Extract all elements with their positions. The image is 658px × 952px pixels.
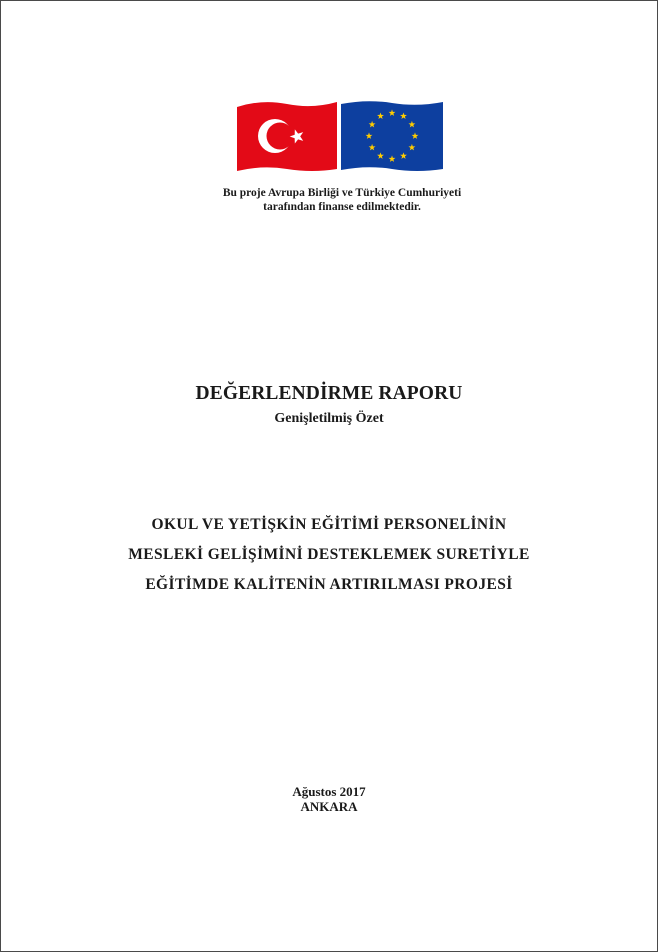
report-title: DEĞERLENDİRME RAPORU — [195, 383, 463, 404]
footer-city: ANKARA — [300, 799, 358, 814]
eu-flag-icon — [341, 101, 443, 171]
funding-note — [0, 186, 658, 214]
project-title — [0, 510, 658, 600]
project-title-line-2: MESLEKİ GELİŞİMİNİ DESTEKLEMEK SURETİYLE — [128, 546, 530, 563]
turkey-flag-icon — [237, 102, 337, 171]
report-subtitle: Genişletilmiş Özet — [274, 411, 384, 426]
project-title-line-1: OKUL VE YETİŞKİN EĞİTİMİ PERSONELİNİN — [151, 516, 507, 533]
funding-line-2: tarafından finanse edilmektedir. — [263, 201, 421, 213]
flags-logo — [237, 99, 443, 179]
footer-date: Ağustos 2017 — [292, 784, 366, 799]
funding-line-1: Bu proje Avrupa Birliği ve Türkiye Cumhuriyeti — [222, 187, 462, 199]
project-title-line-3: EĞİTİMDE KALİTENİN ARTIRILMASI PROJESİ — [145, 576, 513, 593]
footer — [0, 784, 658, 814]
